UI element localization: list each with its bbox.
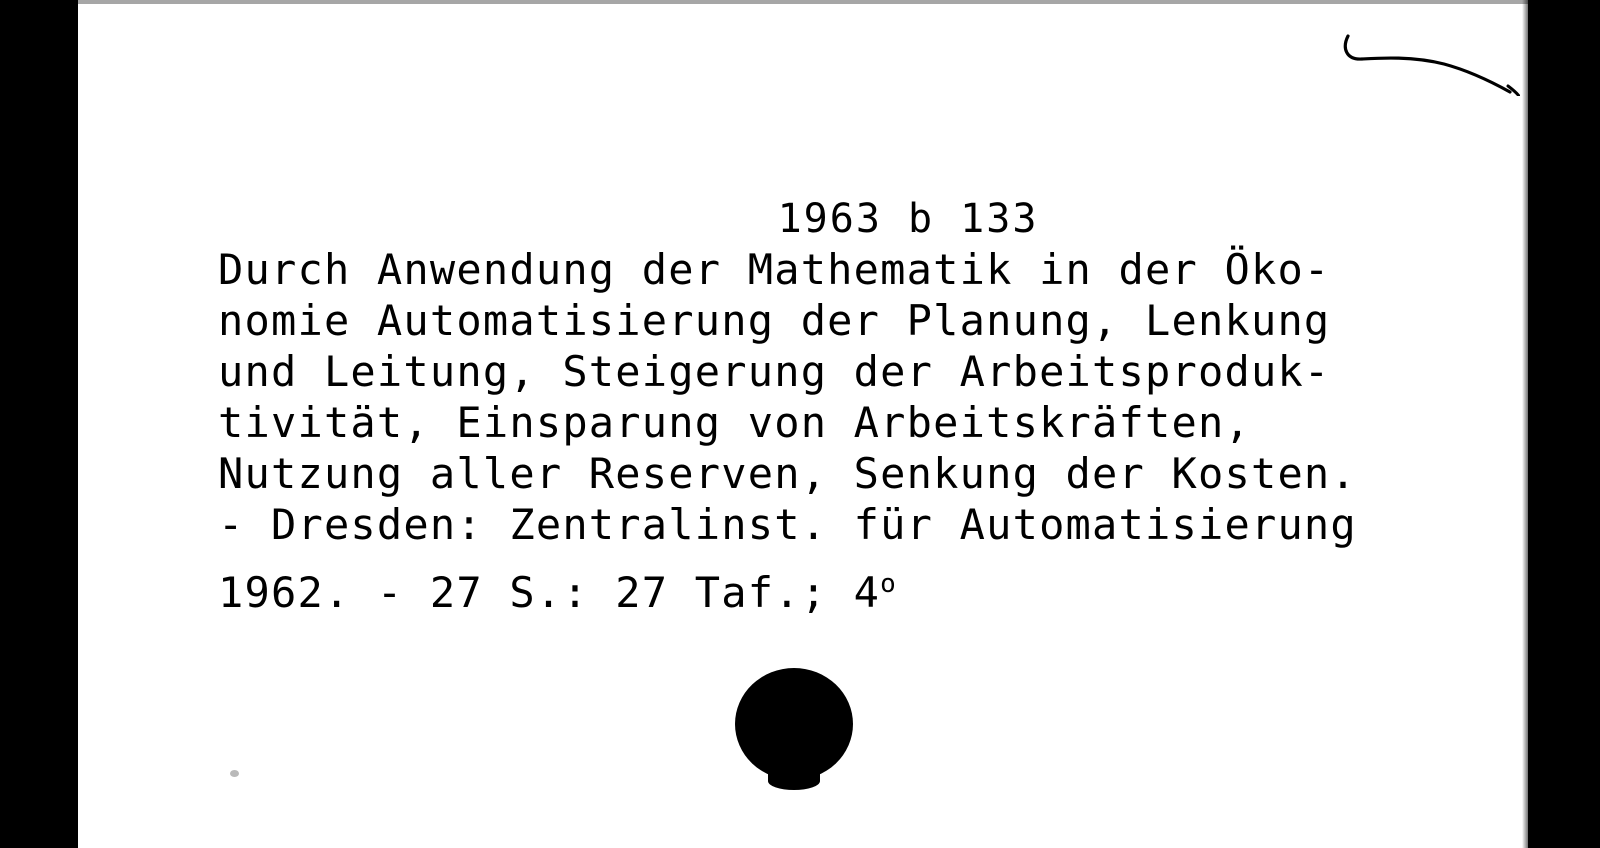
imprint-publisher-line: - Dresden: Zentralinst. für Automatisierung [218,500,1357,549]
title-line-1: Durch Anwendung der Mathematik in der Öko- [218,245,1331,294]
card-top-edge-shadow [78,0,1528,4]
pen-squiggle-icon [1340,26,1520,96]
faint-speck [230,770,239,777]
shelfmark-number: 1963 b 133 [777,196,1039,242]
catalogue-card [78,0,1528,848]
title-line-4: tivität, Einsparung von Arbeitskräften, [218,398,1251,447]
card-text-block [218,196,1528,618]
round-ink-blot [735,668,853,780]
collation-text: 1962. - 27 S.: 27 Taf.; 4 [218,568,881,617]
collation-line [218,559,1528,618]
title-line-5: Nutzung aller Reserven, Senkung der Kosten. [218,449,1357,498]
title-line-2: nomie Automatisierung der Planung, Lenkung [218,296,1331,345]
format-superscript: o [880,569,896,599]
title-line-3: und Leitung, Steigerung der Arbeitsproduk- [218,347,1331,396]
ink-blot-tail [768,772,820,790]
